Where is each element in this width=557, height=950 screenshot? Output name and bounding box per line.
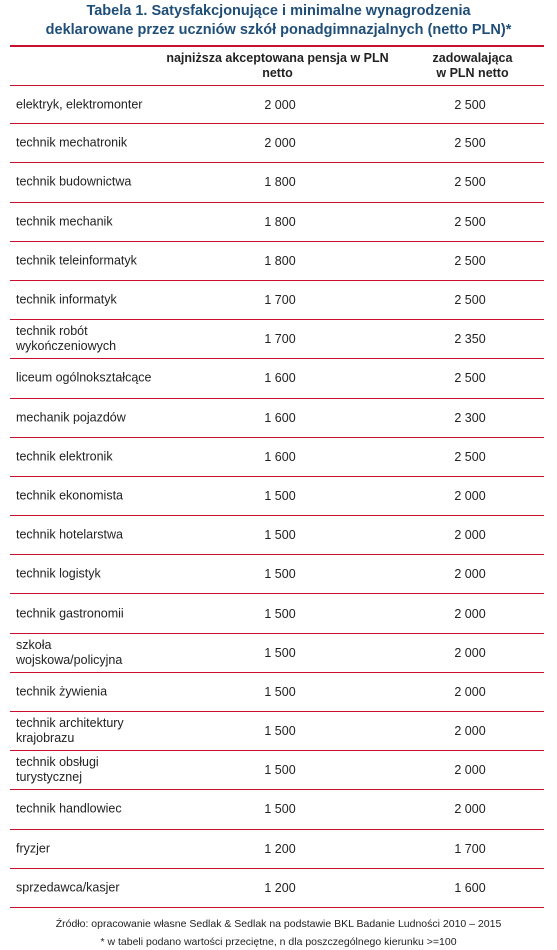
row-minimum-salary: 1 500	[264, 528, 296, 543]
row-minimum-salary: 2 000	[264, 97, 296, 112]
row-satisfying-salary: 2 000	[454, 763, 486, 778]
row-occupation: mechanik pojazdów	[16, 410, 126, 425]
row-occupation: liceum ogólnokształcące	[16, 370, 152, 385]
table-row	[10, 830, 544, 869]
top-rule	[10, 45, 544, 47]
row-occupation: technik mechatronik	[16, 135, 128, 150]
row-satisfying-salary: 2 500	[454, 293, 486, 308]
row-occupation: technik informatyk	[16, 292, 117, 307]
row-occupation: szkoła wojskowa/policyjna	[16, 637, 123, 667]
table-row	[10, 869, 544, 908]
header-minimum-line-2: netto	[262, 66, 293, 80]
row-occupation: technik elektronik	[16, 449, 113, 464]
row-occupation: technik robót wykończeniowych	[16, 324, 117, 354]
table-row	[10, 751, 544, 790]
table-row	[10, 594, 544, 633]
table-row	[10, 634, 544, 673]
row-satisfying-salary: 1 700	[454, 841, 486, 856]
row-occupation: technik architektury krajobrazu	[16, 716, 124, 746]
row-satisfying-salary: 2 000	[454, 528, 486, 543]
row-minimum-salary: 1 700	[264, 293, 296, 308]
row-satisfying-salary: 2 000	[454, 488, 486, 503]
row-occupation: technik mechanik	[16, 214, 113, 229]
row-occupation: sprzedawca/kasjer	[16, 880, 120, 895]
source-note: Źródło: opracowanie własne Sedlak & Sedlak na podstawie BKL Badanie Ludności 2010 – 2015	[55, 918, 502, 930]
row-satisfying-salary: 2 000	[454, 606, 486, 621]
table-title	[0, 2, 557, 40]
table-row	[10, 555, 544, 594]
row-occupation: technik żywienia	[16, 684, 108, 699]
row-minimum-salary: 1 500	[264, 684, 296, 699]
header-satisfying-line-1: zadowalająca	[432, 51, 513, 65]
table-row	[10, 673, 544, 712]
table-row	[10, 359, 544, 398]
row-minimum-salary: 1 500	[264, 724, 296, 739]
row-minimum-salary: 1 500	[264, 488, 296, 503]
row-occupation: technik gastronomii	[16, 606, 124, 621]
row-satisfying-salary: 2 500	[454, 253, 486, 268]
row-minimum-salary: 1 200	[264, 841, 296, 856]
table-title-line-2: deklarowane przez uczniów szkół ponadgimnazjalnych (netto PLN)*	[45, 22, 512, 38]
row-satisfying-salary: 2 500	[454, 136, 486, 151]
row-satisfying-salary: 2 350	[454, 332, 486, 347]
table-row	[10, 85, 544, 124]
table-header	[0, 51, 557, 85]
row-occupation: technik budownictwa	[16, 174, 132, 189]
row-satisfying-salary: 2 000	[454, 802, 486, 817]
header-satisfying-line-2: w PLN netto	[436, 66, 509, 80]
row-minimum-salary: 1 500	[264, 606, 296, 621]
table-title-line-1: Tabela 1. Satysfakcjonujące i minimalne wynagrodzenia	[86, 3, 471, 19]
table-row	[10, 516, 544, 555]
row-occupation: elektryk, elektromonter	[16, 97, 143, 112]
table-row	[10, 438, 544, 477]
table-row	[10, 320, 544, 359]
row-minimum-salary: 1 600	[264, 449, 296, 464]
row-satisfying-salary: 2 500	[454, 371, 486, 386]
table-row	[10, 124, 544, 163]
row-satisfying-salary: 2 000	[454, 567, 486, 582]
row-satisfying-salary: 2 500	[454, 175, 486, 190]
table-row	[10, 163, 544, 202]
row-minimum-salary: 1 800	[264, 253, 296, 268]
row-minimum-salary: 1 600	[264, 371, 296, 386]
row-occupation: fryzjer	[16, 841, 51, 856]
row-occupation: technik handlowiec	[16, 801, 122, 816]
row-occupation: technik obsługi turystycznej	[16, 755, 99, 785]
row-satisfying-salary: 2 300	[454, 410, 486, 425]
row-satisfying-salary: 2 000	[454, 684, 486, 699]
row-minimum-salary: 1 500	[264, 567, 296, 582]
row-satisfying-salary: 2 000	[454, 724, 486, 739]
row-occupation: technik logistyk	[16, 566, 101, 581]
row-minimum-salary: 1 700	[264, 332, 296, 347]
row-minimum-salary: 1 500	[264, 763, 296, 778]
row-occupation: technik ekonomista	[16, 488, 124, 503]
row-satisfying-salary: 2 500	[454, 214, 486, 229]
row-minimum-salary: 1 200	[264, 880, 296, 895]
row-minimum-salary: 1 500	[264, 802, 296, 817]
row-satisfying-salary: 2 500	[454, 97, 486, 112]
row-minimum-salary: 1 800	[264, 175, 296, 190]
table-row	[10, 477, 544, 516]
row-occupation: technik hotelarstwa	[16, 527, 124, 542]
header-minimum-line-1: najniższa akceptowana pensja w PLN	[166, 51, 389, 65]
row-minimum-salary: 1 500	[264, 645, 296, 660]
footnote: * w tabeli podano wartości przeciętne, n dla poszczególnego kierunku >=100	[100, 936, 457, 948]
row-minimum-salary: 1 600	[264, 410, 296, 425]
row-occupation: technik teleinformatyk	[16, 253, 137, 268]
table-row	[10, 712, 544, 751]
salary-table	[10, 85, 544, 908]
row-satisfying-salary: 2 500	[454, 449, 486, 464]
table-row	[10, 399, 544, 438]
row-minimum-salary: 1 800	[264, 214, 296, 229]
table-row	[10, 790, 544, 829]
table-row	[10, 203, 544, 242]
row-satisfying-salary: 1 600	[454, 880, 486, 895]
header-minimum	[160, 51, 395, 81]
row-satisfying-salary: 2 000	[454, 645, 486, 660]
table-row	[10, 281, 544, 320]
row-minimum-salary: 2 000	[264, 136, 296, 151]
table-row	[10, 242, 544, 281]
header-satisfying	[400, 51, 545, 81]
